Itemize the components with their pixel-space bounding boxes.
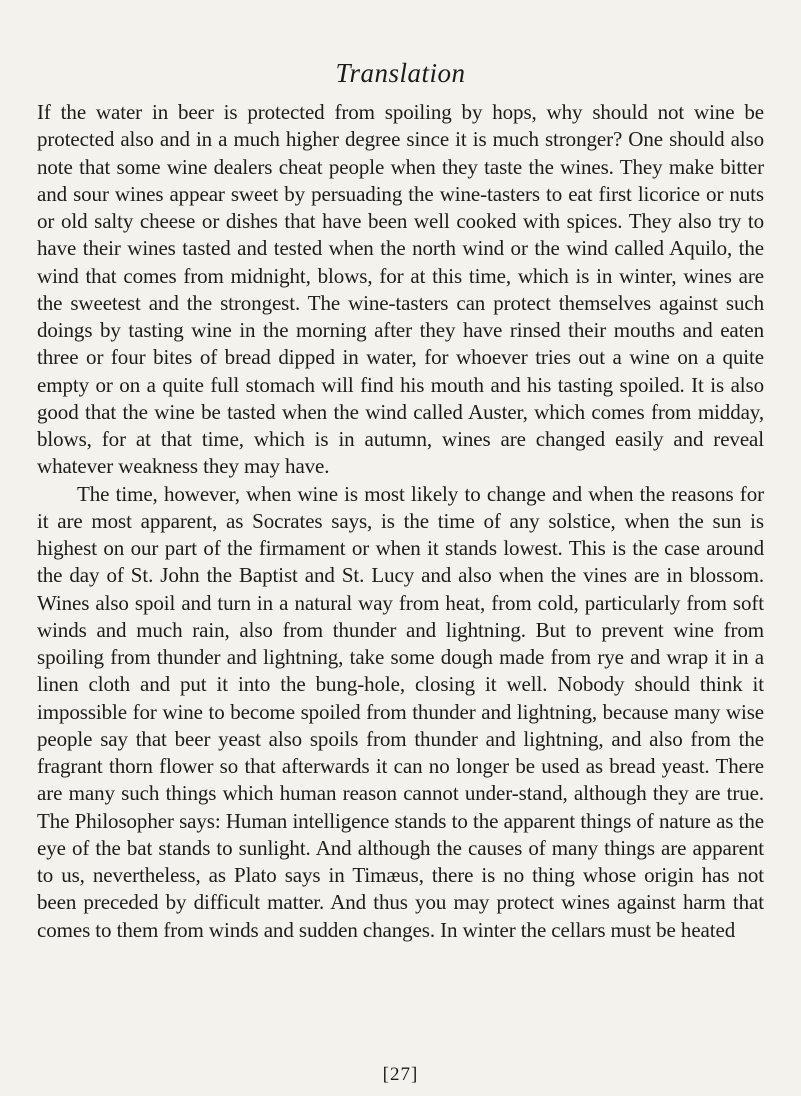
paragraph-2: The time, however, when wine is most likely to change and when the reasons for it are most apparent, as Socrates says, is the time of any solstice, when the sun is highest on our part of the firmament or when it stands lowest. This is the case around the day of St. John the Baptist and St. Lucy and also when the vines are in blossom. Wines also spoil and turn in a natural way from heat, from cold, particularly from soft winds and much rain, also from thunder and lightning. But to prevent wine from spoiling from thunder and lightning, take some dough made from rye and wrap it in a linen cloth and put it into the bung-hole, closing it well. Nobody should think it impossible for wine to become spoiled from thunder and lightning, because many wise people say that beer yeast also spoils from thunder and lightning, and also from the fragrant thorn flower so that afterwards it can no longer be used as bread yeast. There are many such things which human reason cannot under-stand, although they are true. The Philosopher says: Human intelligence stands to the apparent things of nature as the eye of the bat stands to sunlight. And although the causes of many things are apparent to us, nevertheless, as Plato says in Timæus, there is no thing whose origin has not been preceded by difficult matter. And thus you may protect wines against harm that comes to them from winds and sudden changes. In winter the cellars must be heated [37,481,764,942]
running-title: Translation [335,58,466,88]
paragraph-1: If the water in beer is protected from spoiling by hops, why should not wine be protected also and in a much higher degree since it is much stronger? One should also note that some wine dealers cheat people when they taste the wines. They make bitter and sour wines appear sweet by persuading the wine-tasters to eat first licorice or nuts or old salty cheese or dishes that have been well cooked with spices. They also try to have their wines tasted and tested when the north wind or the wind called Aquilo, the wind that comes from midnight, blows, for at this time, which is in winter, wines are the sweetest and the strongest. The wine-tasters can protect themselves against such doings by tasting wine in the morning after they have rinsed their mouths and eaten three or four bites of bread dipped in water, for whoever tries out a wine on a quite empty or on a quite full stomach will find his mouth and his tasting spoiled. It is also good that the wine be tasted when the wind called Auster, which comes from midday, blows, for at that time, which is in autumn, wines are changed easily and reveal whatever weakness they may have. [37,100,764,479]
page-number: [27] [382,1064,419,1085]
body-text [37,99,764,944]
